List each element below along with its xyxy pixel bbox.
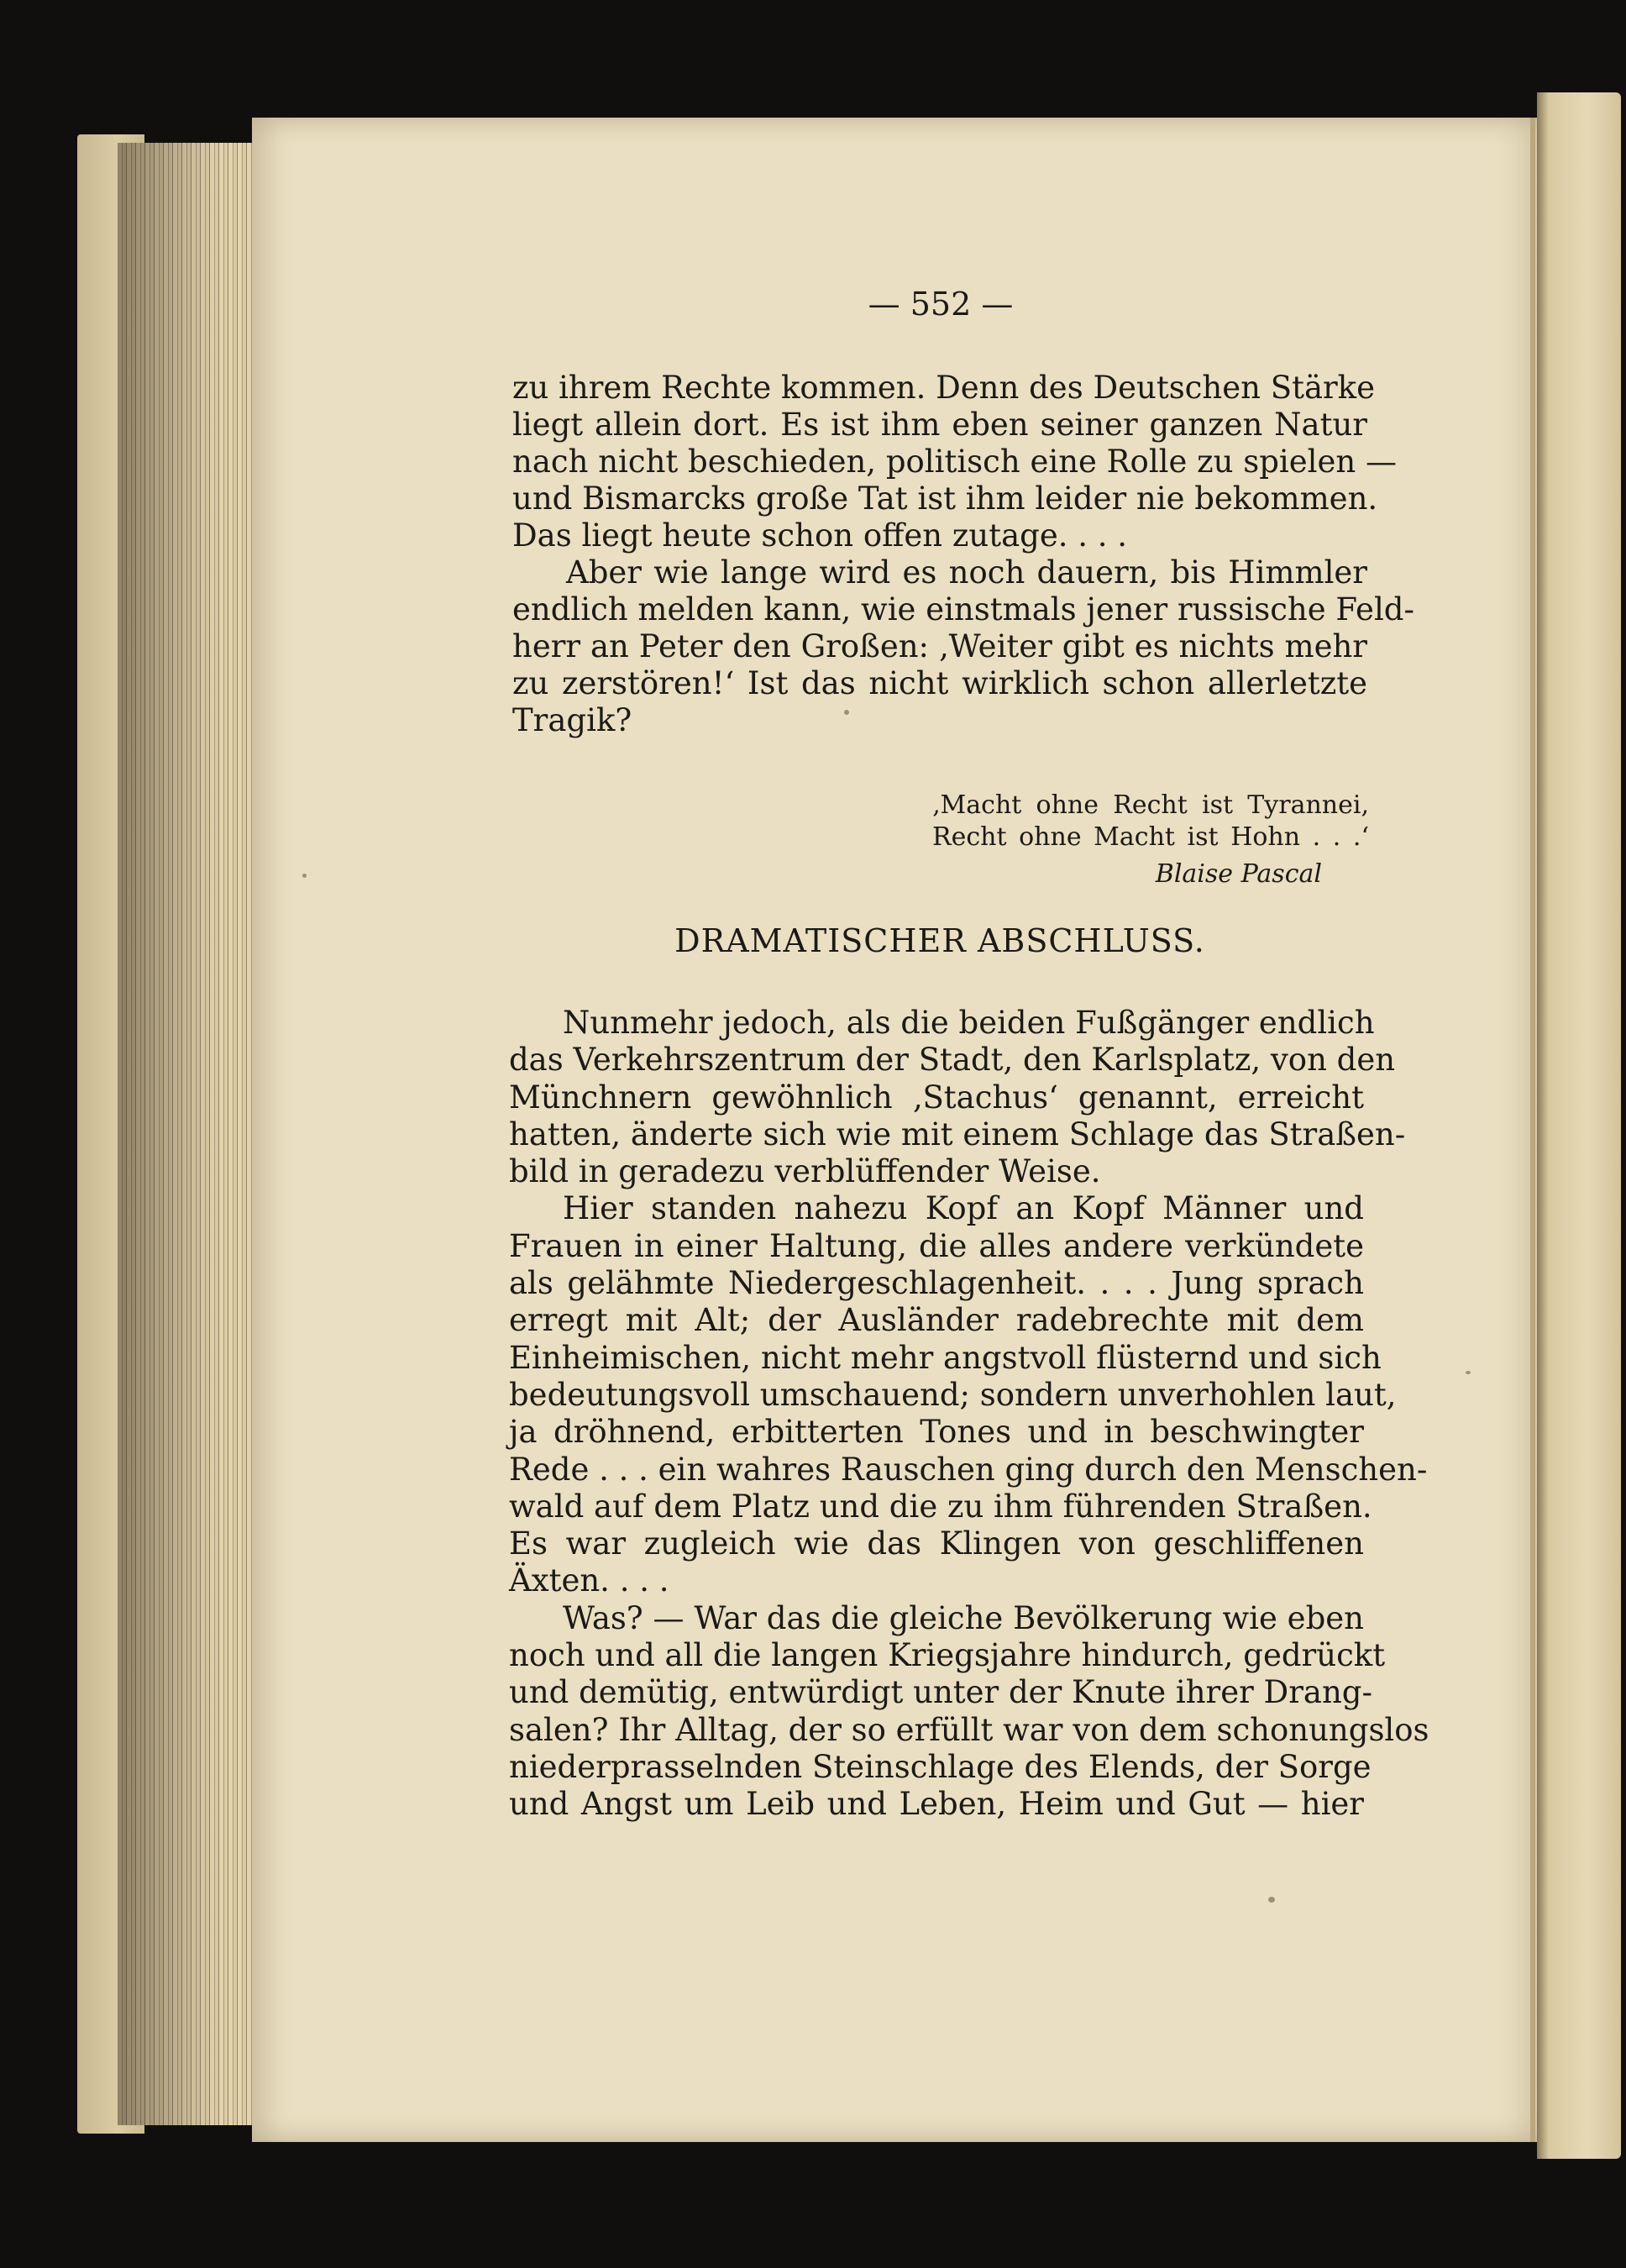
text-line: zu zerstören!‘ Ist das nicht wirklich schon allerletzte (512, 665, 1367, 701)
paper-speck (1466, 1371, 1471, 1374)
text-line: niederprasselnden Steinschlage des Elends, der Sorge (509, 1748, 1372, 1785)
text-line: als gelähmte Niedergeschlagenheit. . . . Jung sprach (509, 1265, 1364, 1302)
epigraph-author: Blaise Pascal (1155, 859, 1322, 889)
text-line: Tragik? (512, 702, 632, 738)
text-line: Nunmehr jedoch, als die beiden Fußgänger endlich (563, 1005, 1375, 1041)
text-line: erregt mit Alt; der Ausländer radebrechte mit dem (509, 1302, 1364, 1339)
text-line: bild in geradezu verblüffender Weise. (509, 1153, 1101, 1190)
text-line: salen? Ihr Alltag, der so erfüllt war von dem schonungslos (509, 1711, 1429, 1748)
text-line: ja dröhnend, erbitterten Tones und in beschwingter (509, 1414, 1364, 1451)
text-line: Äxten. . . . (509, 1562, 669, 1599)
text-line: noch und all die langen Kriegsjahre hindurch, gedrückt (509, 1637, 1386, 1674)
facing-page-edge (1537, 92, 1621, 2159)
text-line: endlich melden kann, wie einstmals jener russische Feld- (512, 591, 1414, 627)
text-line: bedeutungsvoll umschauend; sondern unverhohlen laut, (509, 1376, 1397, 1413)
text-line: das Verkehrszentrum der Stadt, den Karlsplatz, von den (509, 1042, 1396, 1079)
paper-speck (302, 874, 307, 878)
text-line: nach nicht beschieden, politisch eine Rolle zu spielen — (512, 444, 1397, 480)
body-text-bottom (509, 1005, 1429, 1824)
section-heading: DRAMATISCHER ABSCHLUSS. (674, 922, 1205, 959)
page-gutter (1530, 118, 1535, 2142)
paper-speck (1268, 1897, 1275, 1903)
text-line: Frauen in einer Haltung, die alles andere verkündete (509, 1227, 1364, 1264)
text-line: und Bismarcks große Tat ist ihm leider nie bekommen. (512, 480, 1378, 517)
text-line: wald auf dem Platz und die zu ihm führenden Straßen. (509, 1488, 1372, 1525)
text-line: Aber wie lange wird es noch dauern, bis Himmler (566, 554, 1367, 591)
text-line: Es war zugleich wie das Klingen von geschliffenen (509, 1525, 1364, 1562)
text-line: Münchnern gewöhnlich ‚Stachus‘ genannt, erreicht (509, 1079, 1364, 1116)
text-line: und Angst um Leib und Leben, Heim und Gut — hier (509, 1786, 1364, 1823)
text-line: Das liegt heute schon offen zutage. . . . (512, 517, 1128, 554)
text-line: Hier standen nahezu Kopf an Kopf Männer und (563, 1190, 1364, 1227)
text-line: zu ihrem Rechte kommen. Denn des Deutschen Stärke (512, 370, 1376, 406)
epigraph-line-1: ‚Macht ohne Recht ist Tyrannei, (932, 790, 1369, 820)
text-line: Was? — War das die gleiche Bevölkerung wie eben (563, 1599, 1364, 1636)
page-number: — 552 — (868, 286, 1014, 323)
epigraph-line-2: Recht ohne Macht ist Hohn . . .‘ (932, 822, 1369, 852)
text-line: herr an Peter den Großen: ‚Weiter gibt es nichts mehr (512, 628, 1367, 664)
epigraph (932, 790, 1369, 890)
text-line: und demütig, entwürdigt unter der Knute ihrer Drang- (509, 1674, 1372, 1711)
text-line: liegt allein dort. Es ist ihm eben seiner ganzen Natur (512, 407, 1367, 443)
text-line: Rede . . . ein wahres Rauschen ging durch den Menschen- (509, 1451, 1428, 1488)
text-line: Einheimischen, nicht mehr angstvoll flüsternd und sich (509, 1339, 1382, 1376)
text-line: hatten, änderte sich wie mit einem Schlage das Straßen- (509, 1116, 1406, 1152)
page-stack-shadow (118, 143, 218, 2125)
body-text-top (512, 370, 1414, 739)
paper-speck (844, 710, 849, 715)
